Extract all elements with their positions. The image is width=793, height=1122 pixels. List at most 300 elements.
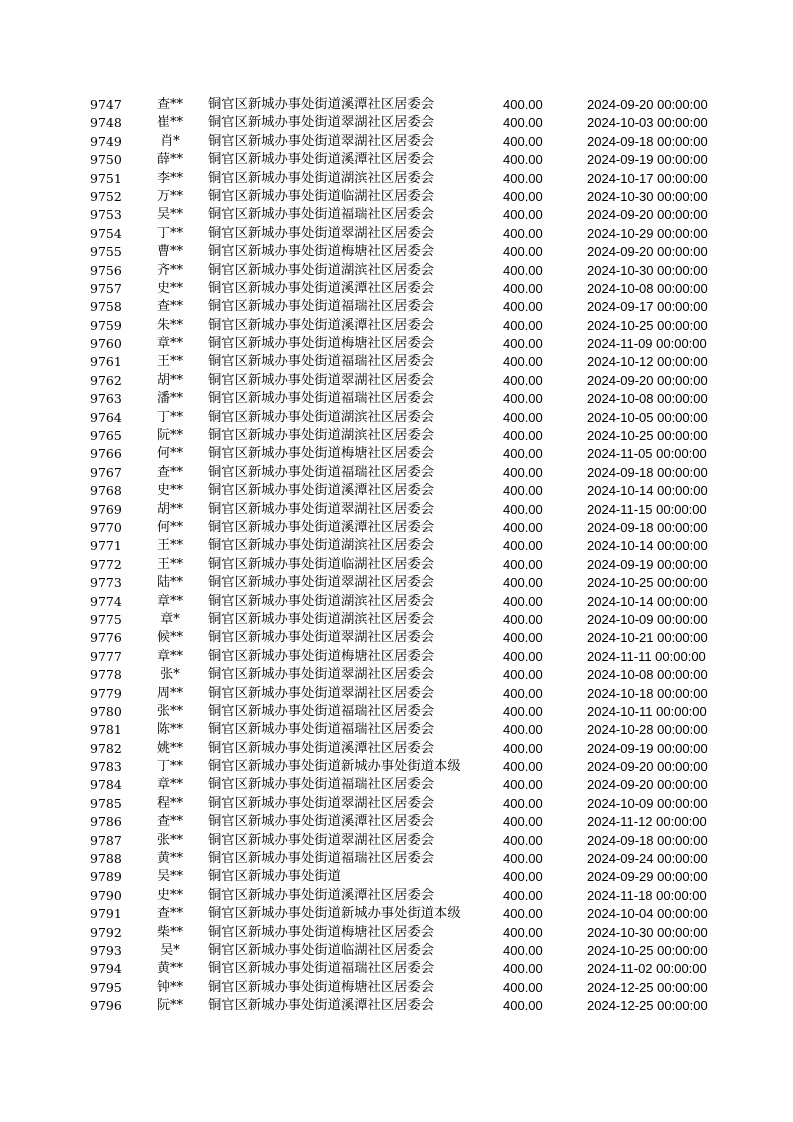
organization-cell: 铜官区新城办事处街道湖滨社区居委会: [208, 170, 435, 186]
organization-cell: 铜官区新城办事处街道福瑞社区居委会: [208, 207, 435, 223]
amount-cell: 400.00: [503, 685, 543, 701]
row-number-cell: 9779: [90, 685, 122, 701]
recipient-name-cell: 潘**: [156, 391, 183, 407]
recipient-name-cell: 周**: [156, 685, 183, 701]
row-number-cell: 9762: [90, 372, 122, 388]
table-row: [0, 445, 793, 463]
amount-cell: 400.00: [503, 483, 543, 499]
table-row: [0, 151, 793, 169]
recipient-name-cell: 史**: [156, 280, 183, 296]
amount-cell: 400.00: [503, 409, 543, 425]
amount-cell: 400.00: [503, 207, 543, 223]
organization-cell: 铜官区新城办事处街道新城办事处街道本级: [208, 906, 461, 922]
row-number-cell: 9787: [90, 832, 122, 848]
date-cell: 2024-10-25 00:00:00: [587, 942, 708, 958]
recipient-name-cell: 黄**: [156, 961, 183, 977]
date-cell: 2024-09-18 00:00:00: [587, 519, 708, 535]
recipient-name-cell: 查**: [156, 464, 183, 480]
table-row: [0, 868, 793, 886]
organization-cell: 铜官区新城办事处街道溪潭社区居委会: [208, 887, 435, 903]
table-row: [0, 629, 793, 647]
row-number-cell: 9764: [90, 409, 122, 425]
amount-cell: 400.00: [503, 575, 543, 591]
amount-cell: 400.00: [503, 354, 543, 370]
amount-cell: 400.00: [503, 611, 543, 627]
amount-cell: 400.00: [503, 225, 543, 241]
recipient-name-cell: 陈**: [156, 722, 183, 738]
recipient-name-cell: 查**: [156, 906, 183, 922]
table-row: [0, 703, 793, 721]
date-cell: 2024-09-20 00:00:00: [587, 372, 708, 388]
recipient-name-cell: 章**: [156, 777, 183, 793]
amount-cell: 400.00: [503, 961, 543, 977]
table-row: [0, 519, 793, 537]
amount-cell: 400.00: [503, 188, 543, 204]
recipient-name-cell: 阮**: [156, 428, 183, 444]
row-number-cell: 9793: [90, 942, 122, 958]
row-number-cell: 9785: [90, 795, 122, 811]
date-cell: 2024-09-20 00:00:00: [587, 244, 708, 260]
row-number-cell: 9782: [90, 740, 122, 756]
recipient-name-cell: 史**: [156, 483, 183, 499]
recipient-name-cell: 丁**: [156, 759, 183, 775]
row-number-cell: 9752: [90, 188, 122, 204]
row-number-cell: 9747: [90, 97, 122, 112]
amount-cell: 400.00: [503, 299, 543, 315]
amount-cell: 400.00: [503, 170, 543, 186]
organization-cell: 铜官区新城办事处街道临湖社区居委会: [208, 188, 435, 204]
table-row: [0, 979, 793, 997]
organization-cell: 铜官区新城办事处街道翠湖社区居委会: [208, 115, 435, 131]
recipient-name-cell: 齐**: [156, 262, 183, 278]
date-cell: 2024-09-17 00:00:00: [587, 299, 708, 315]
recipient-name-cell: 章**: [156, 593, 183, 609]
organization-cell: 铜官区新城办事处街道福瑞社区居委会: [208, 851, 435, 867]
amount-cell: 400.00: [503, 979, 543, 995]
amount-cell: 400.00: [503, 814, 543, 830]
date-cell: 2024-11-02 00:00:00: [587, 961, 707, 977]
amount-cell: 400.00: [503, 262, 543, 278]
date-cell: 2024-09-19 00:00:00: [587, 740, 708, 756]
date-cell: 2024-10-17 00:00:00: [587, 170, 708, 186]
organization-cell: 铜官区新城办事处街道溪潭社区居委会: [208, 483, 435, 499]
row-number-cell: 9772: [90, 556, 122, 572]
table-row: [0, 758, 793, 776]
amount-cell: 400.00: [503, 464, 543, 480]
organization-cell: 铜官区新城办事处街道梅塘社区居委会: [208, 446, 435, 462]
recipient-name-cell: 王**: [156, 538, 183, 554]
organization-cell: 铜官区新城办事处街道梅塘社区居委会: [208, 924, 435, 940]
amount-cell: 400.00: [503, 115, 543, 131]
row-number-cell: 9761: [90, 354, 122, 370]
amount-cell: 400.00: [503, 924, 543, 940]
organization-cell: 铜官区新城办事处街道湖滨社区居委会: [208, 428, 435, 444]
row-number-cell: 9748: [90, 115, 122, 131]
organization-cell: 铜官区新城办事处街道翠湖社区居委会: [208, 575, 435, 591]
recipient-name-cell: 曹**: [156, 244, 183, 260]
table-row: [0, 372, 793, 390]
amount-cell: 400.00: [503, 832, 543, 848]
recipient-name-cell: 章**: [156, 648, 183, 664]
recipient-name-cell: 阮**: [156, 998, 183, 1014]
date-cell: 2024-12-25 00:00:00: [587, 979, 708, 995]
date-cell: 2024-12-25 00:00:00: [587, 998, 708, 1014]
date-cell: 2024-10-03 00:00:00: [587, 115, 708, 131]
table-row: [0, 721, 793, 739]
table-row: [0, 133, 793, 151]
table-row: [0, 685, 793, 703]
recipient-name-cell: 万**: [156, 188, 183, 204]
date-cell: 2024-10-05 00:00:00: [587, 409, 708, 425]
organization-cell: 铜官区新城办事处街道湖滨社区居委会: [208, 262, 435, 278]
organization-cell: 铜官区新城办事处街道翠湖社区居委会: [208, 630, 435, 646]
row-number-cell: 9774: [90, 593, 122, 609]
table-row: [0, 243, 793, 261]
organization-cell: 铜官区新城办事处街道福瑞社区居委会: [208, 961, 435, 977]
row-number-cell: 9755: [90, 244, 122, 260]
table-row: [0, 225, 793, 243]
organization-cell: 铜官区新城办事处街道溪潭社区居委会: [208, 998, 435, 1014]
date-cell: 2024-10-30 00:00:00: [587, 262, 708, 278]
amount-cell: 400.00: [503, 795, 543, 811]
table-row: [0, 832, 793, 850]
recipient-name-cell: 张*: [160, 667, 180, 683]
recipient-name-cell: 黄**: [156, 851, 183, 867]
row-number-cell: 9767: [90, 464, 122, 480]
row-number-cell: 9759: [90, 317, 122, 333]
row-number-cell: 9760: [90, 336, 122, 352]
recipient-name-cell: 查**: [156, 814, 183, 830]
date-cell: 2024-11-15 00:00:00: [587, 501, 707, 517]
date-cell: 2024-11-09 00:00:00: [587, 336, 707, 352]
recipient-name-cell: 史**: [156, 887, 183, 903]
table-row: [0, 648, 793, 666]
table-row: [0, 280, 793, 298]
row-number-cell: 9775: [90, 611, 122, 627]
row-number-cell: 9768: [90, 483, 122, 499]
organization-cell: 铜官区新城办事处街道溪潭社区居委会: [208, 152, 435, 168]
organization-cell: 铜官区新城办事处街道翠湖社区居委会: [208, 133, 435, 149]
row-number-cell: 9751: [90, 170, 122, 186]
recipient-name-cell: 张**: [156, 703, 183, 719]
date-cell: 2024-09-19 00:00:00: [587, 152, 708, 168]
recipient-name-cell: 章**: [156, 336, 183, 352]
date-cell: 2024-10-14 00:00:00: [587, 538, 708, 554]
recipient-name-cell: 吴**: [156, 207, 183, 223]
recipient-name-cell: 胡**: [156, 501, 183, 517]
recipient-name-cell: 姚**: [156, 740, 183, 756]
organization-cell: 铜官区新城办事处街道翠湖社区居委会: [208, 667, 435, 683]
table-row: [0, 317, 793, 335]
table-row: [0, 960, 793, 978]
amount-cell: 400.00: [503, 391, 543, 407]
organization-cell: 铜官区新城办事处街道湖滨社区居委会: [208, 593, 435, 609]
organization-cell: 铜官区新城办事处街道翠湖社区居委会: [208, 225, 435, 241]
amount-cell: 400.00: [503, 593, 543, 609]
amount-cell: 400.00: [503, 317, 543, 333]
recipient-name-cell: 胡**: [156, 372, 183, 388]
row-number-cell: 9753: [90, 207, 122, 223]
date-cell: 2024-10-30 00:00:00: [587, 924, 708, 940]
organization-cell: 铜官区新城办事处街道福瑞社区居委会: [208, 464, 435, 480]
date-cell: 2024-10-08 00:00:00: [587, 667, 708, 683]
date-cell: 2024-10-11 00:00:00: [587, 703, 707, 719]
table-row: [0, 427, 793, 445]
table-row: [0, 666, 793, 684]
row-number-cell: 9791: [90, 906, 122, 922]
row-number-cell: 9757: [90, 280, 122, 296]
amount-cell: 400.00: [503, 667, 543, 683]
date-cell: 2024-09-18 00:00:00: [587, 464, 708, 480]
date-cell: 2024-10-30 00:00:00: [587, 188, 708, 204]
organization-cell: 铜官区新城办事处街道福瑞社区居委会: [208, 299, 435, 315]
date-cell: 2024-10-25 00:00:00: [587, 575, 708, 591]
organization-cell: 铜官区新城办事处街道临湖社区居委会: [208, 556, 435, 572]
amount-cell: 400.00: [503, 133, 543, 149]
date-cell: 2024-09-20 00:00:00: [587, 777, 708, 793]
date-cell: 2024-10-08 00:00:00: [587, 280, 708, 296]
organization-cell: 铜官区新城办事处街道福瑞社区居委会: [208, 354, 435, 370]
organization-cell: 铜官区新城办事处街道溪潭社区居委会: [208, 519, 435, 535]
date-cell: 2024-09-18 00:00:00: [587, 832, 708, 848]
table-row: [0, 942, 793, 960]
organization-cell: 铜官区新城办事处街道溪潭社区居委会: [208, 280, 435, 296]
recipient-name-cell: 薛**: [156, 152, 183, 168]
row-number-cell: 9758: [90, 299, 122, 315]
table-row: [0, 997, 793, 1015]
row-number-cell: 9778: [90, 667, 122, 683]
amount-cell: 400.00: [503, 280, 543, 296]
recipient-name-cell: 柴**: [156, 924, 183, 940]
amount-cell: 400.00: [503, 446, 543, 462]
recipient-name-cell: 吴**: [156, 869, 183, 885]
row-number-cell: 9786: [90, 814, 122, 830]
amount-cell: 400.00: [503, 851, 543, 867]
recipient-name-cell: 查**: [156, 97, 183, 112]
recipient-name-cell: 王**: [156, 354, 183, 370]
amount-cell: 400.00: [503, 942, 543, 958]
row-number-cell: 9796: [90, 998, 122, 1014]
amount-cell: 400.00: [503, 777, 543, 793]
recipient-name-cell: 吴*: [160, 942, 180, 958]
date-cell: 2024-10-09 00:00:00: [587, 795, 708, 811]
organization-cell: 铜官区新城办事处街道溪潭社区居委会: [208, 317, 435, 333]
recipient-name-cell: 崔**: [156, 115, 183, 131]
row-number-cell: 9780: [90, 703, 122, 719]
table-row: [0, 537, 793, 555]
table-row: [0, 611, 793, 629]
recipient-name-cell: 钟**: [156, 979, 183, 995]
row-number-cell: 9789: [90, 869, 122, 885]
table-row: [0, 298, 793, 316]
amount-cell: 400.00: [503, 703, 543, 719]
date-cell: 2024-10-29 00:00:00: [587, 225, 708, 241]
recipient-name-cell: 李**: [156, 170, 183, 186]
amount-cell: 400.00: [503, 906, 543, 922]
organization-cell: 铜官区新城办事处街道湖滨社区居委会: [208, 538, 435, 554]
date-cell: 2024-10-28 00:00:00: [587, 722, 708, 738]
date-cell: 2024-11-18 00:00:00: [587, 887, 707, 903]
row-number-cell: 9777: [90, 648, 122, 664]
amount-cell: 400.00: [503, 869, 543, 885]
amount-cell: 400.00: [503, 428, 543, 444]
recipient-name-cell: 朱**: [156, 317, 183, 333]
date-cell: 2024-09-19 00:00:00: [587, 556, 708, 572]
row-number-cell: 9795: [90, 979, 122, 995]
table-row: [0, 556, 793, 574]
amount-cell: 400.00: [503, 538, 543, 554]
amount-cell: 400.00: [503, 759, 543, 775]
table-row: [0, 262, 793, 280]
amount-cell: 400.00: [503, 722, 543, 738]
table-row: [0, 813, 793, 831]
recipient-name-cell: 陆**: [156, 575, 183, 591]
amount-cell: 400.00: [503, 97, 543, 112]
table-row: [0, 574, 793, 592]
amount-cell: 400.00: [503, 519, 543, 535]
row-number-cell: 9771: [90, 538, 122, 554]
organization-cell: 铜官区新城办事处街道福瑞社区居委会: [208, 722, 435, 738]
amount-cell: 400.00: [503, 556, 543, 572]
organization-cell: 铜官区新城办事处街道溪潭社区居委会: [208, 97, 435, 112]
table-row: [0, 390, 793, 408]
date-cell: 2024-10-25 00:00:00: [587, 428, 708, 444]
row-number-cell: 9790: [90, 887, 122, 903]
organization-cell: 铜官区新城办事处街道梅塘社区居委会: [208, 648, 435, 664]
amount-cell: 400.00: [503, 372, 543, 388]
row-number-cell: 9784: [90, 777, 122, 793]
row-number-cell: 9750: [90, 152, 122, 168]
date-cell: 2024-10-25 00:00:00: [587, 317, 708, 333]
row-number-cell: 9770: [90, 519, 122, 535]
recipient-name-cell: 章*: [160, 611, 180, 627]
recipient-name-cell: 张**: [156, 832, 183, 848]
organization-cell: 铜官区新城办事处街道新城办事处街道本级: [208, 759, 461, 775]
organization-cell: 铜官区新城办事处街道溪潭社区居委会: [208, 740, 435, 756]
date-cell: 2024-10-21 00:00:00: [587, 630, 708, 646]
organization-cell: 铜官区新城办事处街道翠湖社区居委会: [208, 832, 435, 848]
date-cell: 2024-11-05 00:00:00: [587, 446, 707, 462]
table-row: [0, 482, 793, 500]
organization-cell: 铜官区新城办事处街道翠湖社区居委会: [208, 372, 435, 388]
organization-cell: 铜官区新城办事处街道翠湖社区居委会: [208, 795, 435, 811]
organization-cell: 铜官区新城办事处街道梅塘社区居委会: [208, 979, 435, 995]
recipient-name-cell: 王**: [156, 556, 183, 572]
row-number-cell: 9754: [90, 225, 122, 241]
row-number-cell: 9749: [90, 133, 122, 149]
row-number-cell: 9792: [90, 924, 122, 940]
row-number-cell: 9783: [90, 759, 122, 775]
date-cell: 2024-09-18 00:00:00: [587, 133, 708, 149]
table-row: [0, 464, 793, 482]
organization-cell: 铜官区新城办事处街道临湖社区居委会: [208, 942, 435, 958]
date-cell: 2024-10-14 00:00:00: [587, 593, 708, 609]
table-row: [0, 114, 793, 132]
date-cell: 2024-09-20 00:00:00: [587, 207, 708, 223]
recipient-name-cell: 肖*: [160, 133, 180, 149]
organization-cell: 铜官区新城办事处街道梅塘社区居委会: [208, 244, 435, 260]
table-row: [0, 188, 793, 206]
date-cell: 2024-09-24 00:00:00: [587, 851, 708, 867]
amount-cell: 400.00: [503, 648, 543, 664]
recipient-name-cell: 丁**: [156, 225, 183, 241]
row-number-cell: 9776: [90, 630, 122, 646]
amount-cell: 400.00: [503, 501, 543, 517]
date-cell: 2024-10-14 00:00:00: [587, 483, 708, 499]
table-row: [0, 335, 793, 353]
recipient-name-cell: 何**: [156, 519, 183, 535]
table-row: [0, 776, 793, 794]
date-cell: 2024-10-09 00:00:00: [587, 611, 708, 627]
recipient-name-cell: 丁**: [156, 409, 183, 425]
date-cell: 2024-10-08 00:00:00: [587, 391, 708, 407]
table-row: [0, 795, 793, 813]
row-number-cell: 9766: [90, 446, 122, 462]
amount-cell: 400.00: [503, 887, 543, 903]
amount-cell: 400.00: [503, 244, 543, 260]
table-row: [0, 924, 793, 942]
date-cell: 2024-11-12 00:00:00: [587, 814, 707, 830]
recipient-name-cell: 程**: [156, 795, 183, 811]
table-row: [0, 501, 793, 519]
table-row: [0, 170, 793, 188]
row-number-cell: 9781: [90, 722, 122, 738]
date-cell: 2024-09-20 00:00:00: [587, 97, 708, 112]
organization-cell: 铜官区新城办事处街道: [208, 869, 341, 885]
organization-cell: 铜官区新城办事处街道梅塘社区居委会: [208, 336, 435, 352]
date-cell: 2024-10-18 00:00:00: [587, 685, 708, 701]
table-row: [0, 593, 793, 611]
amount-cell: 400.00: [503, 152, 543, 168]
organization-cell: 铜官区新城办事处街道福瑞社区居委会: [208, 703, 435, 719]
table-row: [0, 96, 793, 114]
recipient-name-cell: 候**: [156, 630, 183, 646]
table-row: [0, 740, 793, 758]
table-row: [0, 409, 793, 427]
amount-cell: 400.00: [503, 998, 543, 1014]
row-number-cell: 9765: [90, 428, 122, 444]
table-row: [0, 850, 793, 868]
organization-cell: 铜官区新城办事处街道翠湖社区居委会: [208, 685, 435, 701]
date-cell: 2024-10-12 00:00:00: [587, 354, 708, 370]
row-number-cell: 9769: [90, 501, 122, 517]
organization-cell: 铜官区新城办事处街道福瑞社区居委会: [208, 391, 435, 407]
table-row: [0, 887, 793, 905]
table-row: [0, 206, 793, 224]
organization-cell: 铜官区新城办事处街道翠湖社区居委会: [208, 501, 435, 517]
date-cell: 2024-09-29 00:00:00: [587, 869, 708, 885]
records-table: [0, 96, 793, 1016]
row-number-cell: 9756: [90, 262, 122, 278]
row-number-cell: 9788: [90, 851, 122, 867]
organization-cell: 铜官区新城办事处街道溪潭社区居委会: [208, 814, 435, 830]
row-number-cell: 9794: [90, 961, 122, 977]
row-number-cell: 9773: [90, 575, 122, 591]
table-row: [0, 353, 793, 371]
amount-cell: 400.00: [503, 630, 543, 646]
amount-cell: 400.00: [503, 336, 543, 352]
recipient-name-cell: 何**: [156, 446, 183, 462]
recipient-name-cell: 查**: [156, 299, 183, 315]
row-number-cell: 9763: [90, 391, 122, 407]
date-cell: 2024-09-20 00:00:00: [587, 759, 708, 775]
organization-cell: 铜官区新城办事处街道湖滨社区居委会: [208, 611, 435, 627]
table-row: [0, 905, 793, 923]
date-cell: 2024-10-04 00:00:00: [587, 906, 708, 922]
amount-cell: 400.00: [503, 740, 543, 756]
organization-cell: 铜官区新城办事处街道福瑞社区居委会: [208, 777, 435, 793]
organization-cell: 铜官区新城办事处街道湖滨社区居委会: [208, 409, 435, 425]
